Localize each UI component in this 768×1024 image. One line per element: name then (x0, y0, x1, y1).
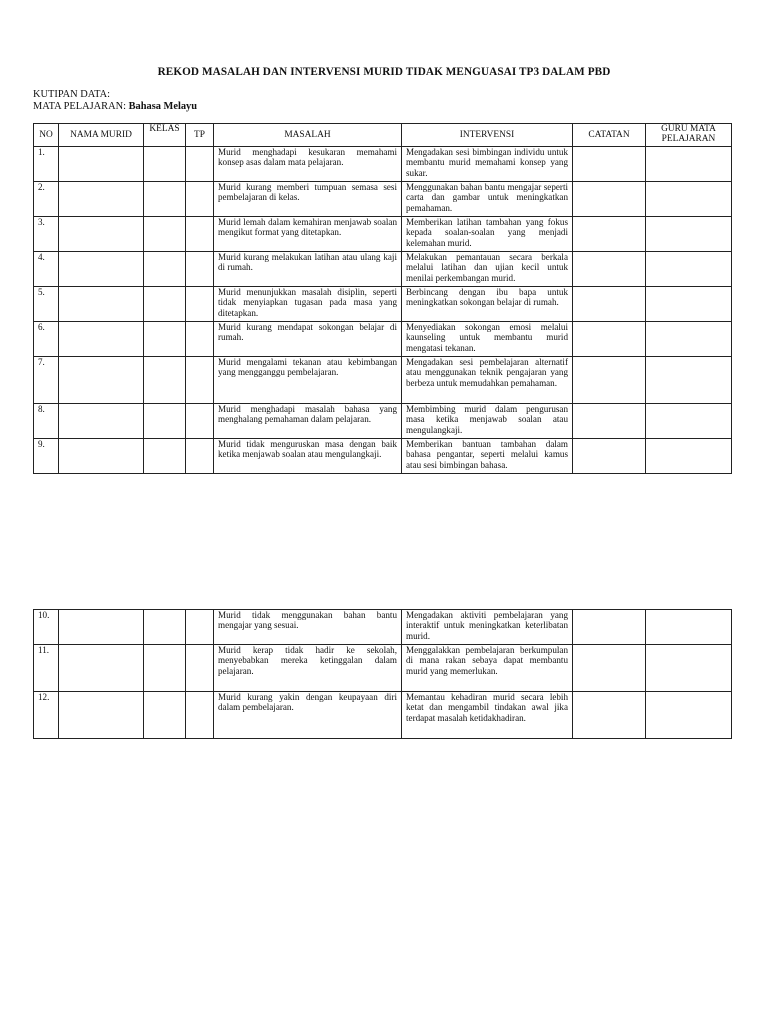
cell-nama-murid (59, 147, 144, 182)
cell-tp (186, 252, 214, 287)
table-row (34, 439, 732, 474)
cell-tp (186, 645, 214, 692)
document-meta (33, 89, 197, 112)
cell-kelas (144, 692, 186, 739)
table-row (34, 217, 732, 252)
cell-catatan (573, 217, 646, 252)
row-no: 8. (34, 404, 59, 439)
row-no: 1. (34, 147, 59, 182)
header-guru: GURU MATA PELAJARAN (646, 124, 732, 147)
cell-guru (646, 692, 732, 739)
cell-guru (646, 147, 732, 182)
cell-tp (186, 322, 214, 357)
cell-intervensi: Mengadakan sesi pembelajaran alternatif atau menggunakan teknik pengajaran yang berbeza untuk memudahkan pemahaman. (402, 357, 573, 404)
header-kelas: KELAS (144, 124, 186, 147)
table-row (34, 252, 732, 287)
cell-masalah: Murid kurang yakin dengan keupayaan diri dalam pembelajaran. (214, 692, 402, 739)
cell-masalah: Murid lemah dalam kemahiran menjawab soalan mengikut format yang ditetapkan. (214, 217, 402, 252)
header-nama-murid: NAMA MURID (59, 124, 144, 147)
cell-catatan (573, 252, 646, 287)
cell-tp (186, 610, 214, 645)
kutipan-label: KUTIPAN DATA: (33, 89, 111, 100)
table-header-row (34, 124, 732, 147)
cell-intervensi: Menggalakkan pembelajaran berkumpulan di mana rakan sebaya dapat membantu murid yang memerlukan. (402, 645, 573, 692)
cell-nama-murid (59, 404, 144, 439)
record-table-continued (33, 609, 732, 739)
cell-nama-murid (59, 252, 144, 287)
cell-kelas (144, 322, 186, 357)
row-no: 7. (34, 357, 59, 404)
cell-nama-murid (59, 217, 144, 252)
row-no: 5. (34, 287, 59, 322)
table-row (34, 692, 732, 739)
cell-tp (186, 404, 214, 439)
cell-guru (646, 322, 732, 357)
cell-tp (186, 357, 214, 404)
cell-nama-murid (59, 610, 144, 645)
cell-kelas (144, 404, 186, 439)
cell-tp (186, 692, 214, 739)
cell-nama-murid (59, 322, 144, 357)
cell-masalah: Murid mengalami tekanan atau kebimbangan yang mengganggu pembelajaran. (214, 357, 402, 404)
subject-line (33, 101, 197, 113)
cell-tp (186, 182, 214, 217)
cell-intervensi: Menggunakan bahan bantu mengajar seperti carta dan gambar untuk meningkatkan pemahaman. (402, 182, 573, 217)
cell-catatan (573, 645, 646, 692)
cell-tp (186, 147, 214, 182)
cell-nama-murid (59, 182, 144, 217)
cell-kelas (144, 439, 186, 474)
table-row (34, 357, 732, 404)
table-row (34, 182, 732, 217)
cell-catatan (573, 404, 646, 439)
cell-masalah: Murid kerap tidak hadir ke sekolah, menyebabkan mereka ketinggalan dalam pelajaran. (214, 645, 402, 692)
cell-kelas (144, 217, 186, 252)
cell-intervensi: Mengadakan aktiviti pembelajaran yang interaktif untuk meningkatkan keterlibatan murid. (402, 610, 573, 645)
table-body-page-1 (34, 147, 732, 474)
subject-label: MATA PELAJARAN: (33, 100, 126, 112)
row-no: 3. (34, 217, 59, 252)
cell-masalah: Murid tidak menguruskan masa dengan baik ketika menjawab soalan atau mengulangkaji. (214, 439, 402, 474)
cell-catatan (573, 692, 646, 739)
cell-guru (646, 287, 732, 322)
cell-guru (646, 439, 732, 474)
cell-tp (186, 287, 214, 322)
cell-intervensi: Memberikan latihan tambahan yang fokus kepada soalan-soalan yang menjadi kelemahan murid. (402, 217, 573, 252)
header-tp: TP (186, 124, 214, 147)
row-no: 12. (34, 692, 59, 739)
cell-intervensi: Melakukan pemantauan secara berkala melalui latihan dan ujian kecil untuk menilai perkembangan murid. (402, 252, 573, 287)
cell-intervensi: Menyediakan sokongan emosi melalui kaunseling untuk membantu murid mengatasi tekanan. (402, 322, 573, 357)
subject-value: Bahasa Melayu (128, 100, 198, 112)
header-intervensi: INTERVENSI (402, 124, 573, 147)
table-row (34, 147, 732, 182)
table-row (34, 322, 732, 357)
cell-catatan (573, 287, 646, 322)
table-row (34, 404, 732, 439)
cell-guru (646, 404, 732, 439)
cell-kelas (144, 357, 186, 404)
cell-tp (186, 217, 214, 252)
cell-intervensi: Memantau kehadiran murid secara lebih ketat dan mengambil tindakan awal jika terdapat masalah ketidakhadiran. (402, 692, 573, 739)
cell-kelas (144, 645, 186, 692)
row-no: 10. (34, 610, 59, 645)
cell-nama-murid (59, 357, 144, 404)
cell-kelas (144, 182, 186, 217)
cell-tp (186, 439, 214, 474)
cell-catatan (573, 147, 646, 182)
cell-intervensi: Mengadakan sesi bimbingan individu untuk membantu murid memahami konsep yang sukar. (402, 147, 573, 182)
cell-intervensi: Membimbing murid dalam pengurusan masa ketika menjawab soalan atau mengulangkaji. (402, 404, 573, 439)
cell-nama-murid (59, 692, 144, 739)
table-row (34, 645, 732, 692)
cell-masalah: Murid kurang melakukan latihan atau ulang kaji di rumah. (214, 252, 402, 287)
cell-nama-murid (59, 287, 144, 322)
cell-intervensi: Memberikan bantuan tambahan dalam bahasa pengantar, seperti melalui kamus atau sesi bimbingan bahasa. (402, 439, 573, 474)
cell-guru (646, 357, 732, 404)
cell-guru (646, 252, 732, 287)
row-no: 6. (34, 322, 59, 357)
cell-masalah: Murid menunjukkan masalah disiplin, seperti tidak menyiapkan tugasan pada masa yang ditetapkan. (214, 287, 402, 322)
record-table (33, 123, 732, 474)
table-row (34, 287, 732, 322)
row-no: 2. (34, 182, 59, 217)
cell-kelas (144, 610, 186, 645)
cell-guru (646, 645, 732, 692)
table-row (34, 610, 732, 645)
cell-guru (646, 217, 732, 252)
cell-masalah: Murid menghadapi kesukaran memahami konsep asas dalam mata pelajaran. (214, 147, 402, 182)
cell-kelas (144, 287, 186, 322)
cell-masalah: Murid kurang mendapat sokongan belajar di rumah. (214, 322, 402, 357)
table-body-page-2 (34, 610, 732, 739)
cell-nama-murid (59, 645, 144, 692)
cell-guru (646, 610, 732, 645)
cell-guru (646, 182, 732, 217)
row-no: 4. (34, 252, 59, 287)
header-catatan: CATATAN (573, 124, 646, 147)
cell-nama-murid (59, 439, 144, 474)
cell-masalah: Murid kurang memberi tumpuan semasa sesi pembelajaran di kelas. (214, 182, 402, 217)
cell-catatan (573, 182, 646, 217)
row-no: 11. (34, 645, 59, 692)
cell-catatan (573, 357, 646, 404)
header-no: NO (34, 124, 59, 147)
cell-catatan (573, 322, 646, 357)
cell-kelas (144, 147, 186, 182)
cell-masalah: Murid tidak menggunakan bahan bantu mengajar yang sesuai. (214, 610, 402, 645)
header-masalah: MASALAH (214, 124, 402, 147)
cell-catatan (573, 439, 646, 474)
cell-masalah: Murid menghadapi masalah bahasa yang menghalang pemahaman dalam pelajaran. (214, 404, 402, 439)
cell-intervensi: Berbincang dengan ibu bapa untuk meningkatkan sokongan belajar di rumah. (402, 287, 573, 322)
cell-kelas (144, 252, 186, 287)
row-no: 9. (34, 439, 59, 474)
cell-catatan (573, 610, 646, 645)
page-title: REKOD MASALAH DAN INTERVENSI MURID TIDAK MENGUASAI TP3 DALAM PBD (157, 66, 611, 78)
